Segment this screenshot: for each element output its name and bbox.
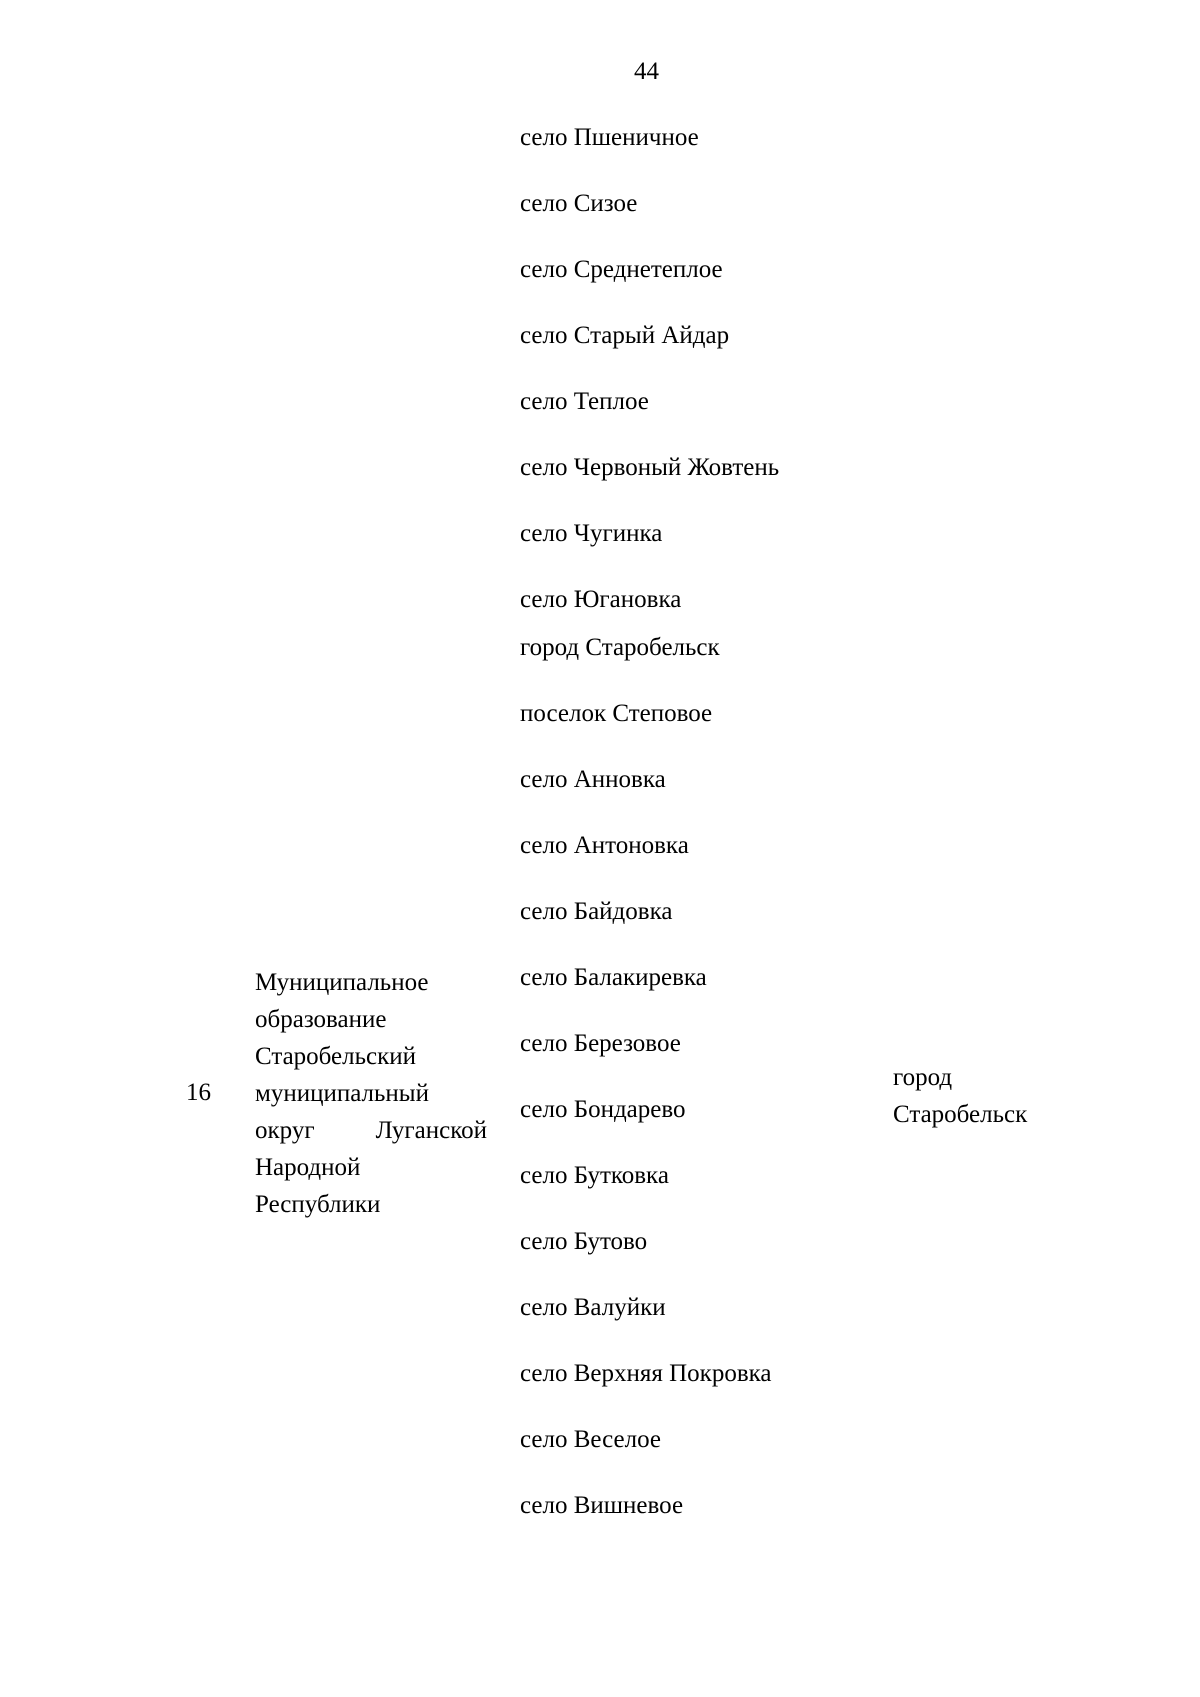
list-item: село Среднетеплое <box>520 256 723 283</box>
list-item: село Верхняя Покровка <box>520 1360 772 1387</box>
administrative-center <box>893 1059 1027 1133</box>
page-number: 44 <box>634 58 659 85</box>
list-item: поселок Степовое <box>520 700 713 727</box>
row-number: 16 <box>186 1079 211 1106</box>
list-item: село Анновка <box>520 766 666 793</box>
list-item: село Вишневое <box>520 1492 684 1519</box>
list-item: село Балакиревка <box>520 964 707 991</box>
list-item: село Бондарево <box>520 1096 686 1123</box>
list-item: село Байдовка <box>520 898 673 925</box>
list-item: село Старый Айдар <box>520 322 730 349</box>
municipality-name-line: муниципальный <box>255 1080 429 1107</box>
municipality-name-word: округ <box>255 1117 315 1144</box>
municipality-name <box>255 964 487 1223</box>
administrative-center-line: город <box>893 1064 953 1091</box>
list-item: город Старобельск <box>520 634 720 661</box>
list-item: село Чугинка <box>520 520 663 547</box>
administrative-center-line: Старобельск <box>893 1101 1028 1128</box>
municipality-name-line: образование <box>255 1006 387 1033</box>
list-item: село Теплое <box>520 388 649 415</box>
list-item: село Березовое <box>520 1030 681 1057</box>
list-item: село Бутово <box>520 1228 648 1255</box>
list-item: село Червоный Жовтень <box>520 454 780 481</box>
municipality-name-line <box>255 1112 487 1149</box>
list-item: село Пшеничное <box>520 124 699 151</box>
list-item: село Сизое <box>520 190 638 217</box>
list-item: село Югановка <box>520 586 682 613</box>
municipality-name-word: Луганской <box>375 1117 487 1144</box>
municipality-name-line: Республики <box>255 1191 381 1218</box>
municipality-name-line: Муниципальное <box>255 969 429 996</box>
municipality-name-line: Старобельский <box>255 1043 417 1070</box>
list-item: село Веселое <box>520 1426 661 1453</box>
list-item: село Бутковка <box>520 1162 669 1189</box>
list-item: село Антоновка <box>520 832 689 859</box>
list-item: село Валуйки <box>520 1294 666 1321</box>
municipality-name-line: Народной <box>255 1154 361 1181</box>
